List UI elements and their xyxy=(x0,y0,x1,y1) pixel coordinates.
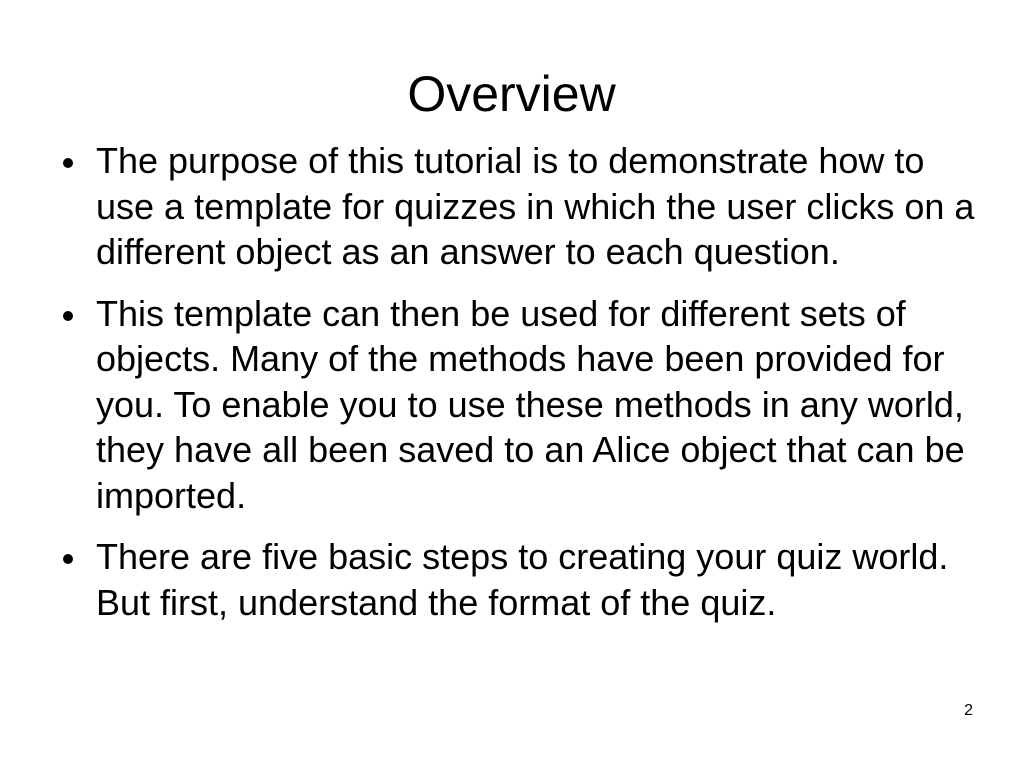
bullet-dot-icon xyxy=(63,158,73,168)
bullet-item-purpose xyxy=(58,138,988,275)
slide-title: Overview xyxy=(407,66,616,122)
bullet-dot-icon xyxy=(63,311,73,321)
bullet-text: There are five basic steps to creating your quiz world. But first, understand the format of the quiz. xyxy=(96,536,949,623)
page-number: 2 xyxy=(964,702,973,719)
bullet-text: This template can then be used for different sets of objects. Many of the methods have been provided for you. To enable you to use these methods in any world, they have all been saved to an Alice object that can be imported. xyxy=(96,292,965,516)
bullet-text: The purpose of this tutorial is to demonstrate how to use a template for quizzes in which the user clicks on a different object as an answer to each question. xyxy=(96,140,975,272)
bullet-item-template xyxy=(58,291,988,519)
bullet-dot-icon xyxy=(63,554,73,564)
bullet-item-steps xyxy=(58,534,988,625)
bullet-list xyxy=(58,138,988,641)
